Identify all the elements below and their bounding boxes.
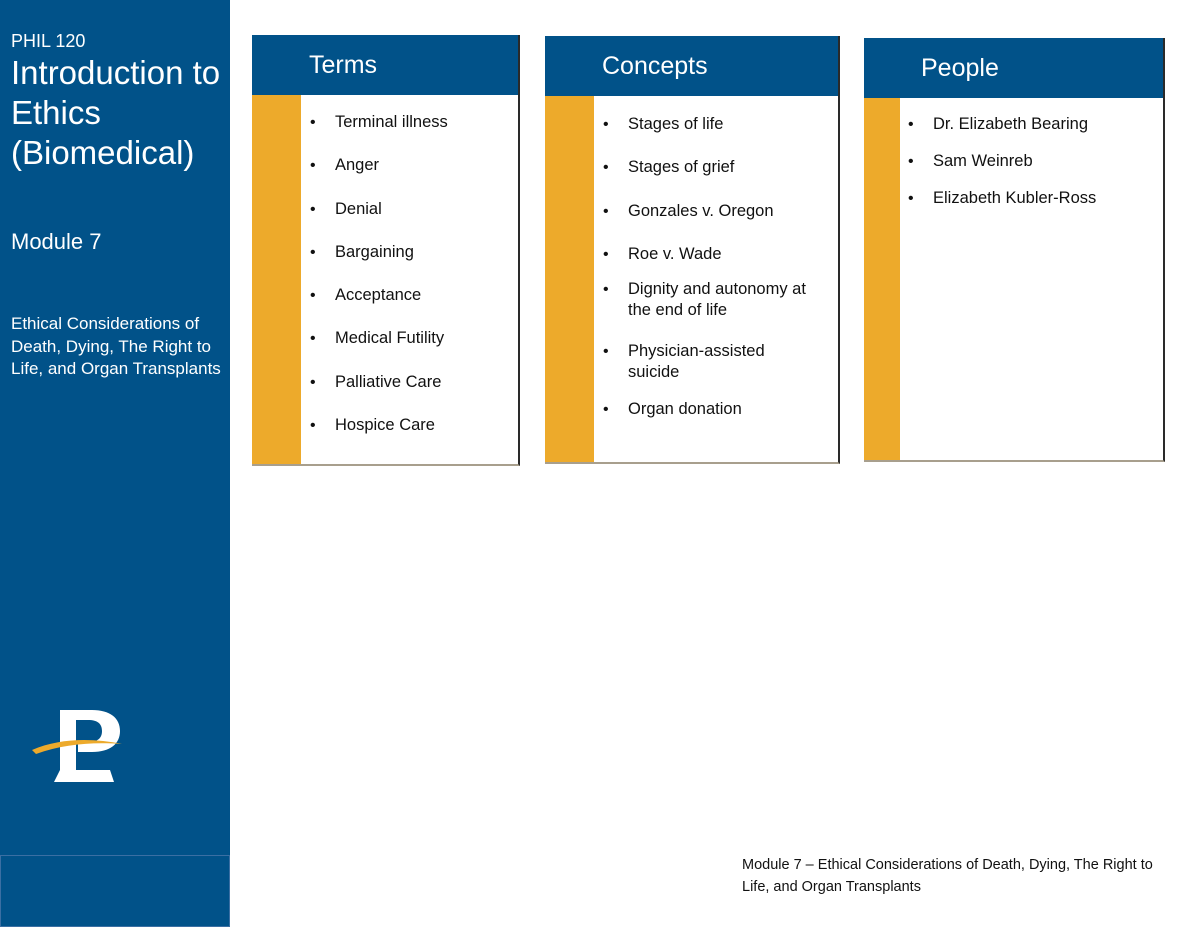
terms-list [308,112,510,458]
list-item: • Sam Weinreb [906,151,1155,172]
list-item: • Acceptance [308,285,510,306]
terms-card-header [252,35,518,95]
list-item: • Elizabeth Kubler-Ross [906,188,1155,209]
course-title: Introduction to Ethics (Biomedical) [11,54,221,171]
list-item: • Gonzales v. Oregon [601,201,830,222]
terms-card-title: Terms [309,51,378,79]
list-item: • Anger [308,155,510,176]
concepts-list [601,114,830,420]
concepts-card-title: Concepts [602,52,708,80]
module-subtitle: Ethical Considerations of Death, Dying, The Right to Life, and Organ Transplants [11,314,221,378]
concepts-card-header [545,36,838,96]
list-item: • Stages of grief [601,157,830,178]
people-list [906,114,1155,225]
terms-card-accent [252,95,301,464]
sidebar-bottom-panel [0,855,230,927]
list-item: • Stages of life [601,114,830,135]
list-item: • Dr. Elizabeth Bearing [906,114,1155,135]
module-label: Module 7 [11,229,102,254]
list-item: • Palliative Care [308,372,510,393]
pl-monogram-logo-icon [30,704,130,788]
list-item: • Hospice Care [308,415,510,436]
list-item: • Roe v. Wade [601,244,830,265]
people-card-accent [864,98,900,460]
course-code: PHIL 120 [11,31,86,51]
concepts-card-accent [545,96,594,462]
list-item: • Physician-assisted suicide [601,341,818,383]
list-item: • Denial [308,199,510,220]
list-item: • Dignity and autonomy at the end of life [601,279,818,321]
terms-card [252,35,520,466]
list-item: • Organ donation [601,399,830,420]
people-card-header [864,38,1163,98]
list-item: • Terminal illness [308,112,510,133]
concepts-card [545,36,840,464]
sidebar [0,0,230,927]
list-item: • Bargaining [308,242,510,263]
page-footer: Module 7 – Ethical Considerations of Death, Dying, The Right to Life, and Organ Transplants [742,857,1153,895]
people-card [864,38,1165,462]
people-card-title: People [921,54,999,82]
list-item: • Medical Futility [308,328,510,349]
